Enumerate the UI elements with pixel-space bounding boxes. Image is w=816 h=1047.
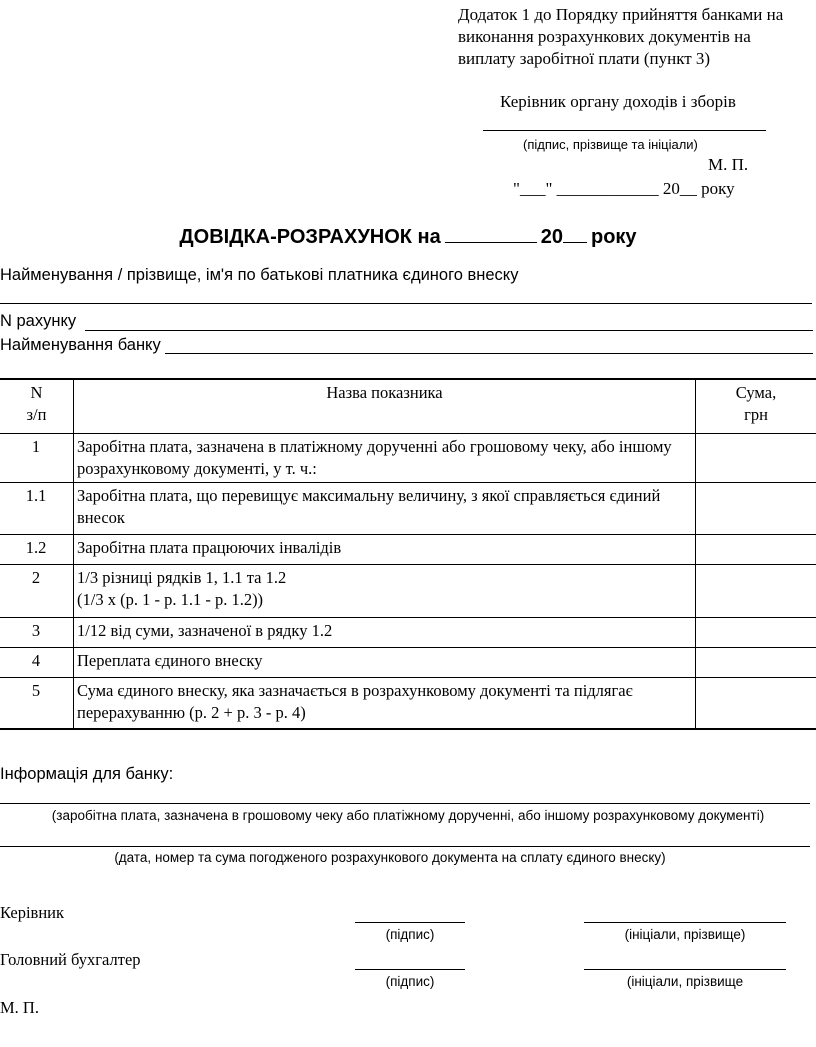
table-header-row	[0, 379, 816, 433]
accountant-label: Головний бухгалтер	[0, 950, 141, 969]
document-title	[0, 224, 816, 249]
table-row	[0, 482, 816, 534]
appendix-line: Додаток 1 до Порядку прийняття банками на	[458, 5, 784, 24]
row-sum-cell[interactable]	[696, 617, 816, 647]
row-name: Заробітна плата, зазначена в платіжному дорученні або грошовому чеку, або іншому розрахунковому документі, у т. ч.:	[74, 433, 696, 482]
appendix-line: виплату заробітної плати (пункт 3)	[458, 49, 711, 68]
row-number: 1	[0, 433, 74, 482]
bank-info-payment-field[interactable]	[0, 846, 810, 847]
title-year-prefix: 20	[540, 226, 563, 248]
table-row	[0, 534, 816, 564]
appendix-line: виконання розрахункових документів на	[458, 27, 751, 46]
indicators-table	[0, 378, 816, 730]
row-sum-cell[interactable]	[696, 482, 816, 534]
bank-info-salary-caption: (заробітна плата, зазначена в грошовому чеку або платіжному дорученні, або іншому розрахунковому документі)	[51, 808, 765, 823]
table-row	[0, 433, 816, 482]
accountant-name-caption: (ініціали, прізвище	[626, 974, 744, 989]
row-name: 1/12 від суми, зазначеної в рядку 1.2	[74, 617, 696, 647]
head-name-field[interactable]	[584, 922, 786, 923]
payer-name-field[interactable]	[0, 303, 812, 304]
title-year-blank	[563, 224, 587, 243]
row-name: Переплата єдиного внеску	[74, 647, 696, 677]
approver-stamp: М. П.	[708, 155, 749, 174]
title-date-blank	[445, 224, 537, 243]
header-number-line: з/п	[26, 405, 47, 424]
stamp-label: М. П.	[0, 998, 39, 1017]
row-name-line: 1/3 різниці рядків 1, 1.1 та 1.2	[77, 567, 287, 587]
row-sum-cell[interactable]	[696, 564, 816, 617]
approval-date-line: "___" ____________ 20__ року	[513, 179, 735, 198]
row-sum-cell[interactable]	[696, 647, 816, 677]
table-row	[0, 564, 816, 617]
bank-info-label: Інформація для банку:	[0, 765, 174, 783]
header-sum	[696, 379, 816, 433]
row-sum-cell[interactable]	[696, 677, 816, 729]
header-number-line: N	[30, 383, 43, 402]
header-sum-line: Сума,	[735, 383, 777, 402]
row-number: 2	[0, 564, 74, 617]
head-label: Керівник	[0, 903, 65, 922]
approver-title: Керівник органу доходів і зборів	[500, 92, 736, 111]
title-suffix: року	[590, 226, 637, 248]
payer-name-label: Найменування / прізвище, ім'я по батькові платника єдиного внеску	[0, 266, 519, 284]
accountant-signature-field[interactable]	[355, 969, 465, 970]
account-number-label: N рахунку	[0, 312, 77, 330]
row-name	[74, 564, 696, 617]
row-number: 3	[0, 617, 74, 647]
row-number: 4	[0, 647, 74, 677]
header-sum-line: грн	[744, 405, 768, 424]
row-sum-cell[interactable]	[696, 534, 816, 564]
row-name: Заробітна плата працюючих інвалідів	[74, 534, 696, 564]
head-signature-field[interactable]	[355, 922, 465, 923]
table-row	[0, 677, 816, 729]
header-name: Назва показника	[74, 379, 696, 433]
title-prefix: ДОВІДКА-РОЗРАХУНОК на	[179, 226, 441, 248]
account-number-field[interactable]	[85, 330, 813, 331]
head-name-caption: (ініціали, прізвище)	[624, 927, 746, 942]
row-number: 1.2	[0, 534, 74, 564]
accountant-signature-caption: (підпис)	[385, 974, 435, 989]
row-name-line: (1/3 х (р. 1 - р. 1.1 - р. 1.2))	[77, 589, 264, 609]
row-sum-cell[interactable]	[696, 433, 816, 482]
approver-signature-caption: (підпис, прізвище та ініціали)	[523, 137, 698, 152]
table-row	[0, 617, 816, 647]
table-row	[0, 647, 816, 677]
bank-name-label: Найменування банку	[0, 336, 161, 354]
approver-signature-line	[483, 130, 766, 131]
accountant-name-field[interactable]	[584, 969, 786, 970]
row-number: 5	[0, 677, 74, 729]
row-name: Заробітна плата, що перевищує максимальну величину, з якої справляється єдиний внесок	[74, 482, 696, 534]
header-number	[0, 379, 74, 433]
bank-info-salary-field[interactable]	[0, 803, 810, 804]
row-number: 1.1	[0, 482, 74, 534]
appendix-note	[458, 4, 813, 70]
head-signature-caption: (підпис)	[385, 927, 435, 942]
bank-info-payment-caption: (дата, номер та сума погодженого розрахункового документа на сплату єдиного внеску)	[114, 850, 666, 865]
row-name: Сума єдиного внеску, яка зазначається в розрахунковому документі та підлягає перерахуванню (р. 2 + р. 3 - р. 4)	[74, 677, 696, 729]
bank-name-field[interactable]	[165, 353, 813, 354]
